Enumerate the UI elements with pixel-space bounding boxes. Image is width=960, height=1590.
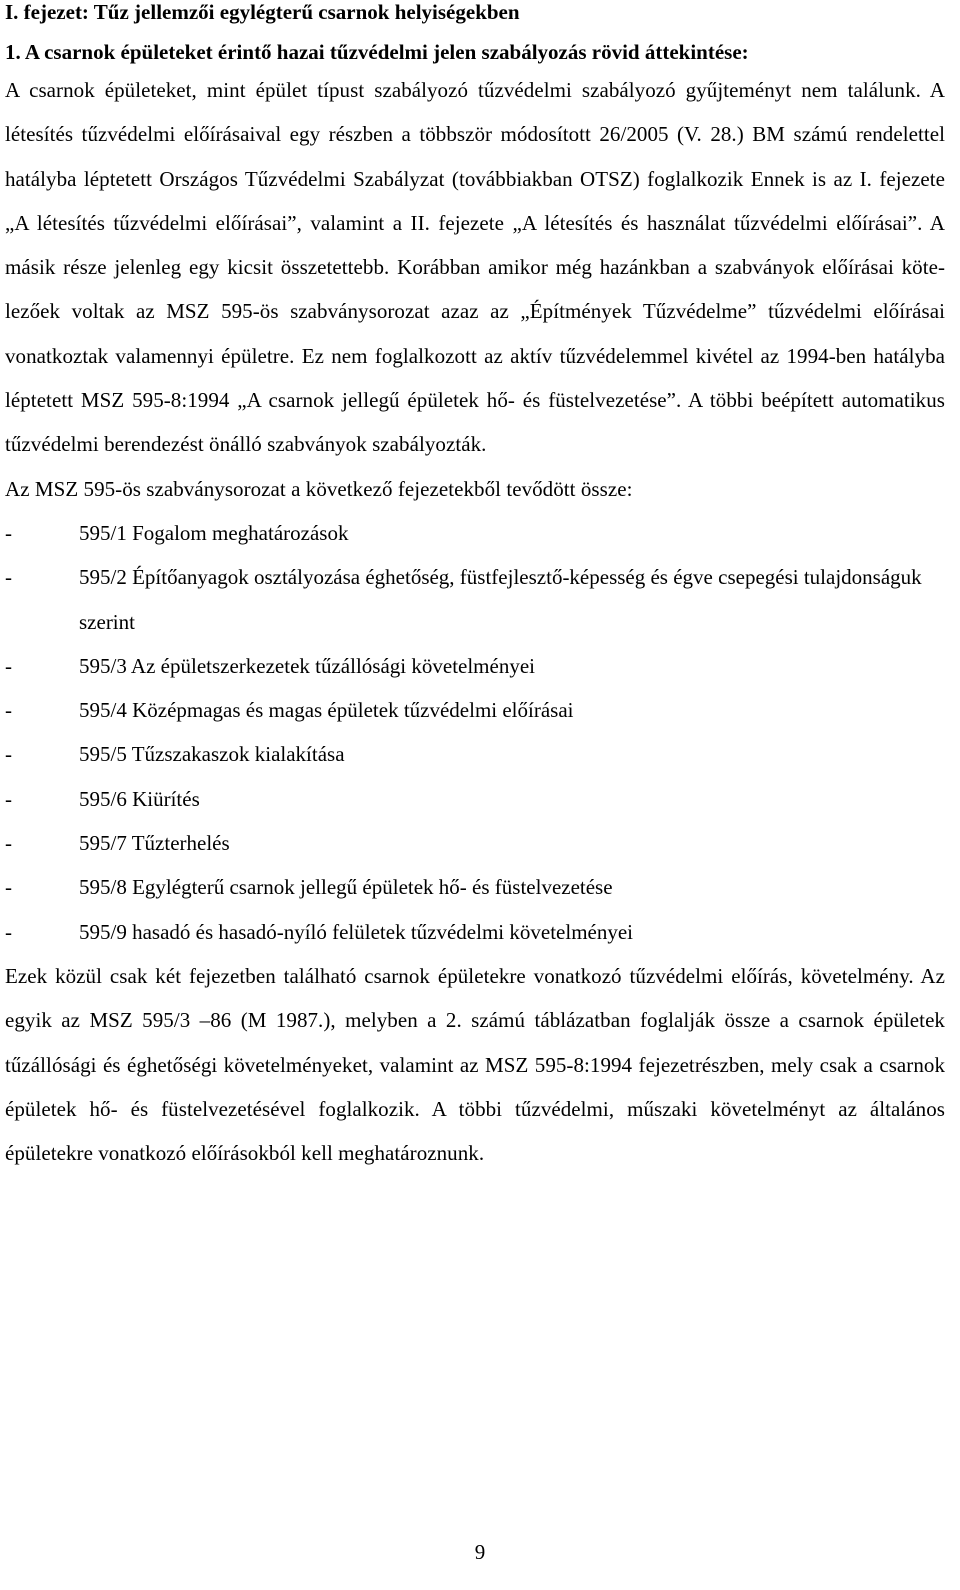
list-item	[5, 777, 945, 821]
document-page	[5, 0, 945, 1175]
list-dash: -	[5, 831, 12, 856]
list-dash: -	[5, 653, 12, 678]
list-dash: -	[5, 565, 12, 590]
list-item-text: 595/7 Tűzterhelés	[79, 831, 230, 856]
list-item-text: 595/2 Építőanyagok osztályozása éghetőség, füstfejlesztő-képesség és égve csepegési tulajdonságuk szerint	[79, 565, 922, 634]
list-item-text: 595/5 Tűzszakaszok kialakítása	[79, 742, 345, 767]
list-item-text: 595/8 Egylégterű csarnok jellegű épületek hő- és füstelvezetése	[79, 875, 613, 900]
list-item	[5, 644, 945, 688]
list-item	[5, 821, 945, 865]
list-dash: -	[5, 875, 12, 900]
list-dash: -	[5, 742, 12, 767]
list-dash: -	[5, 786, 12, 811]
list-item	[5, 732, 945, 776]
list-dash: -	[5, 919, 12, 944]
list-item-text: 595/6 Kiürítés	[79, 786, 200, 811]
list-item-text: 595/1 Fogalom meghatározások	[79, 520, 349, 545]
list-item-text: 595/9 hasadó és hasadó-nyíló felületek tűzvédelmi követelményei	[79, 919, 633, 944]
list-dash: -	[5, 520, 12, 545]
chapter-title: I. fejezet: Tűz jellemzői egylégterű csarnok helyiségekben	[5, 0, 520, 24]
list-item	[5, 511, 945, 555]
list-item	[5, 910, 945, 954]
intro-paragraph: A csarnok épületeket, mint épület típust szabályozó tűzvédelmi szabályozó gyűjteményt nem találunk. A létesítés tűzvédelmi előírásaival egy részben a többször módosított 26/2005 (V. 28.) BM számú rendelettel hatályba léptetett Országos Tűzvédelmi Szabályzat (továbbiakban OTSZ) foglalkozik Ennek is az I. fejezete „A létesítés tűzvédelmi előírásai”, valamint a II. fejezete „A létesítés és használat tűzvédelmi előírásai”. A másik része jelenleg egy kicsit összetettebb. Korábban amikor még hazánkban a szabványok előírásai kötelezőek voltak az MSZ 595-ös szabványsorozat azaz az „Építmények Tűzvédelme” tűzvédelmi előírásai vonatkoztak valamennyi épületre. Ez nem foglalkozott az aktív tűzvédelemmel kivétel az 1994-ben hatályba léptetett MSZ 595-8:1994 „A csarnok jellegű épületek hő- és füstelvezetése”. A többi beépített automatikus tűzvédelmi berendezést önálló szabványok szabályozták.	[5, 78, 945, 457]
standards-list	[5, 511, 945, 954]
list-item-text: 595/4 Középmagas és magas épületek tűzvédelmi előírásai	[79, 698, 574, 723]
list-intro-paragraph: Az MSZ 595-ös szabványsorozat a következő fejezetekből tevődött össze:	[5, 476, 633, 501]
list-dash: -	[5, 698, 12, 723]
page-number: 9	[474, 1540, 486, 1564]
closing-paragraph: Ezek közül csak két fejezetben található csarnok épületekre vonatkozó tűzvédelmi előírás, követelmény. Az egyik az MSZ 595/3 –86 (M 1987.), melyben a 2. számú táblázatban foglalják össze a csarnok épületek tűzállósági és éghetőségi követelményeket, valamint az MSZ 595-8:1994 fejezetrészben, mely csak a csarnok épületek hő- és füstelvezetésével foglalkozik. A többi tűzvédelmi, műszaki követelményt az általános épületekre vonatkozó előírásokból kell meghatároznunk.	[5, 963, 945, 1166]
list-item-text: 595/3 Az épületszerkezetek tűzállósági követelményei	[79, 653, 535, 678]
list-item	[5, 555, 945, 644]
list-item	[5, 688, 945, 732]
section-title: 1. A csarnok épületeket érintő hazai tűzvédelmi jelen szabályozás rövid áttekintése:	[5, 40, 749, 64]
list-item	[5, 865, 945, 909]
